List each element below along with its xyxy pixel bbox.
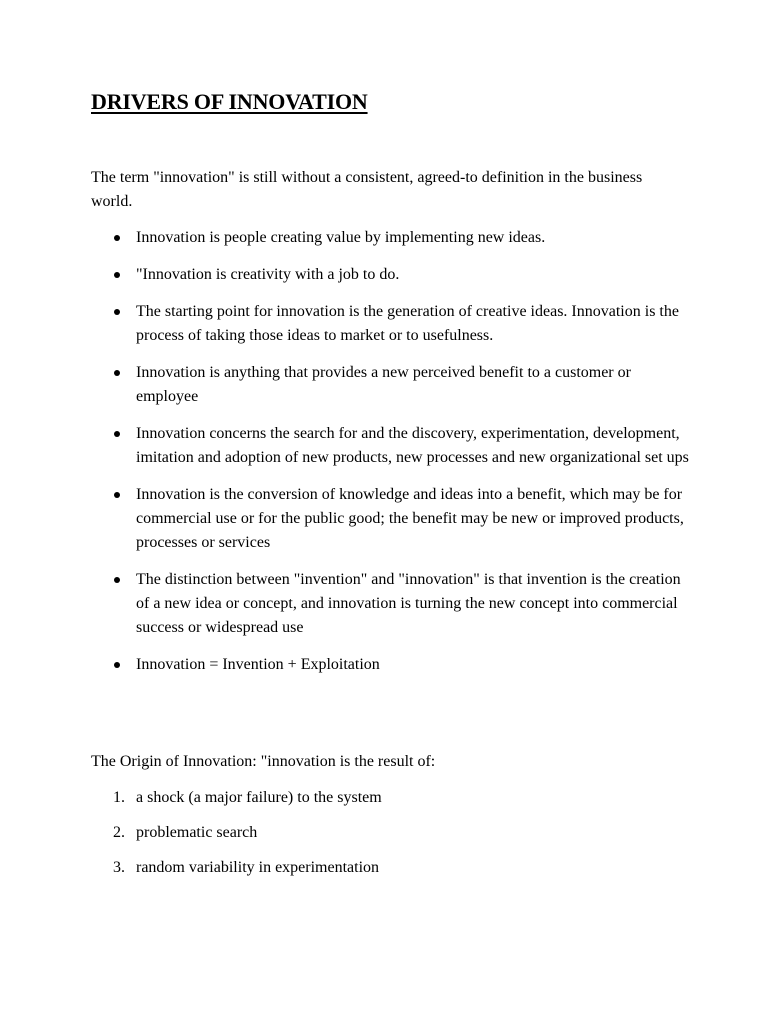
origin-numbered-list xyxy=(91,786,651,891)
bullet-text: The starting point for innovation is the generation of creative ideas. Innovation is the process of taking those ideas to market or to usefulness. xyxy=(136,303,679,344)
bullet-text: Innovation is anything that provides a new perceived benefit to a customer or employee xyxy=(136,364,631,405)
bullet-item xyxy=(91,361,691,409)
bullet-text: The distinction between "invention" and "innovation" is that invention is the creation of a new idea or concept, and innovation is turning the new concept into commercial success or widespread use xyxy=(136,571,681,636)
bullet-icon xyxy=(114,492,120,498)
item-text: problematic search xyxy=(136,824,258,841)
bullet-icon xyxy=(114,662,120,668)
numbered-item xyxy=(91,856,651,880)
item-text: random variability in experimentation xyxy=(136,859,380,876)
bullet-icon xyxy=(114,235,120,241)
bullet-icon xyxy=(114,431,120,437)
bullet-item xyxy=(91,300,691,348)
bullet-icon xyxy=(114,309,120,315)
definitions-bullet-list xyxy=(91,226,691,690)
intro-paragraph: The term "innovation" is still without a consistent, agreed-to definition in the business world. xyxy=(91,169,643,210)
bullet-icon xyxy=(114,370,120,376)
bullet-text: Innovation is the conversion of knowledge and ideas into a benefit, which may be for commercial use or for the public good; the benefit may be new or improved products, processes or services xyxy=(136,486,684,551)
bullet-text: Innovation is people creating value by implementing new ideas. xyxy=(136,229,546,246)
bullet-item xyxy=(91,422,691,470)
bullet-item xyxy=(91,653,691,677)
item-number: 1. xyxy=(113,789,125,806)
bullet-text: Innovation concerns the search for and the discovery, experimentation, development, imitation and adoption of new products, new processes and new organizational set ups xyxy=(136,425,689,466)
item-number: 3. xyxy=(113,859,125,876)
numbered-item xyxy=(91,786,651,810)
item-number: 2. xyxy=(113,824,125,841)
bullet-item xyxy=(91,226,691,250)
item-text: a shock (a major failure) to the system xyxy=(136,789,382,806)
bullet-text: "Innovation is creativity with a job to do. xyxy=(136,266,400,283)
bullet-item xyxy=(91,483,691,555)
bullet-item xyxy=(91,263,691,287)
numbered-item xyxy=(91,821,651,845)
origin-heading: The Origin of Innovation: "innovation is the result of: xyxy=(91,753,436,770)
document-title: DRIVERS OF INNOVATION xyxy=(91,89,368,114)
bullet-icon xyxy=(114,272,120,278)
bullet-icon xyxy=(114,577,120,583)
bullet-item xyxy=(91,568,691,640)
bullet-text: Innovation = Invention + Exploitation xyxy=(136,656,380,673)
